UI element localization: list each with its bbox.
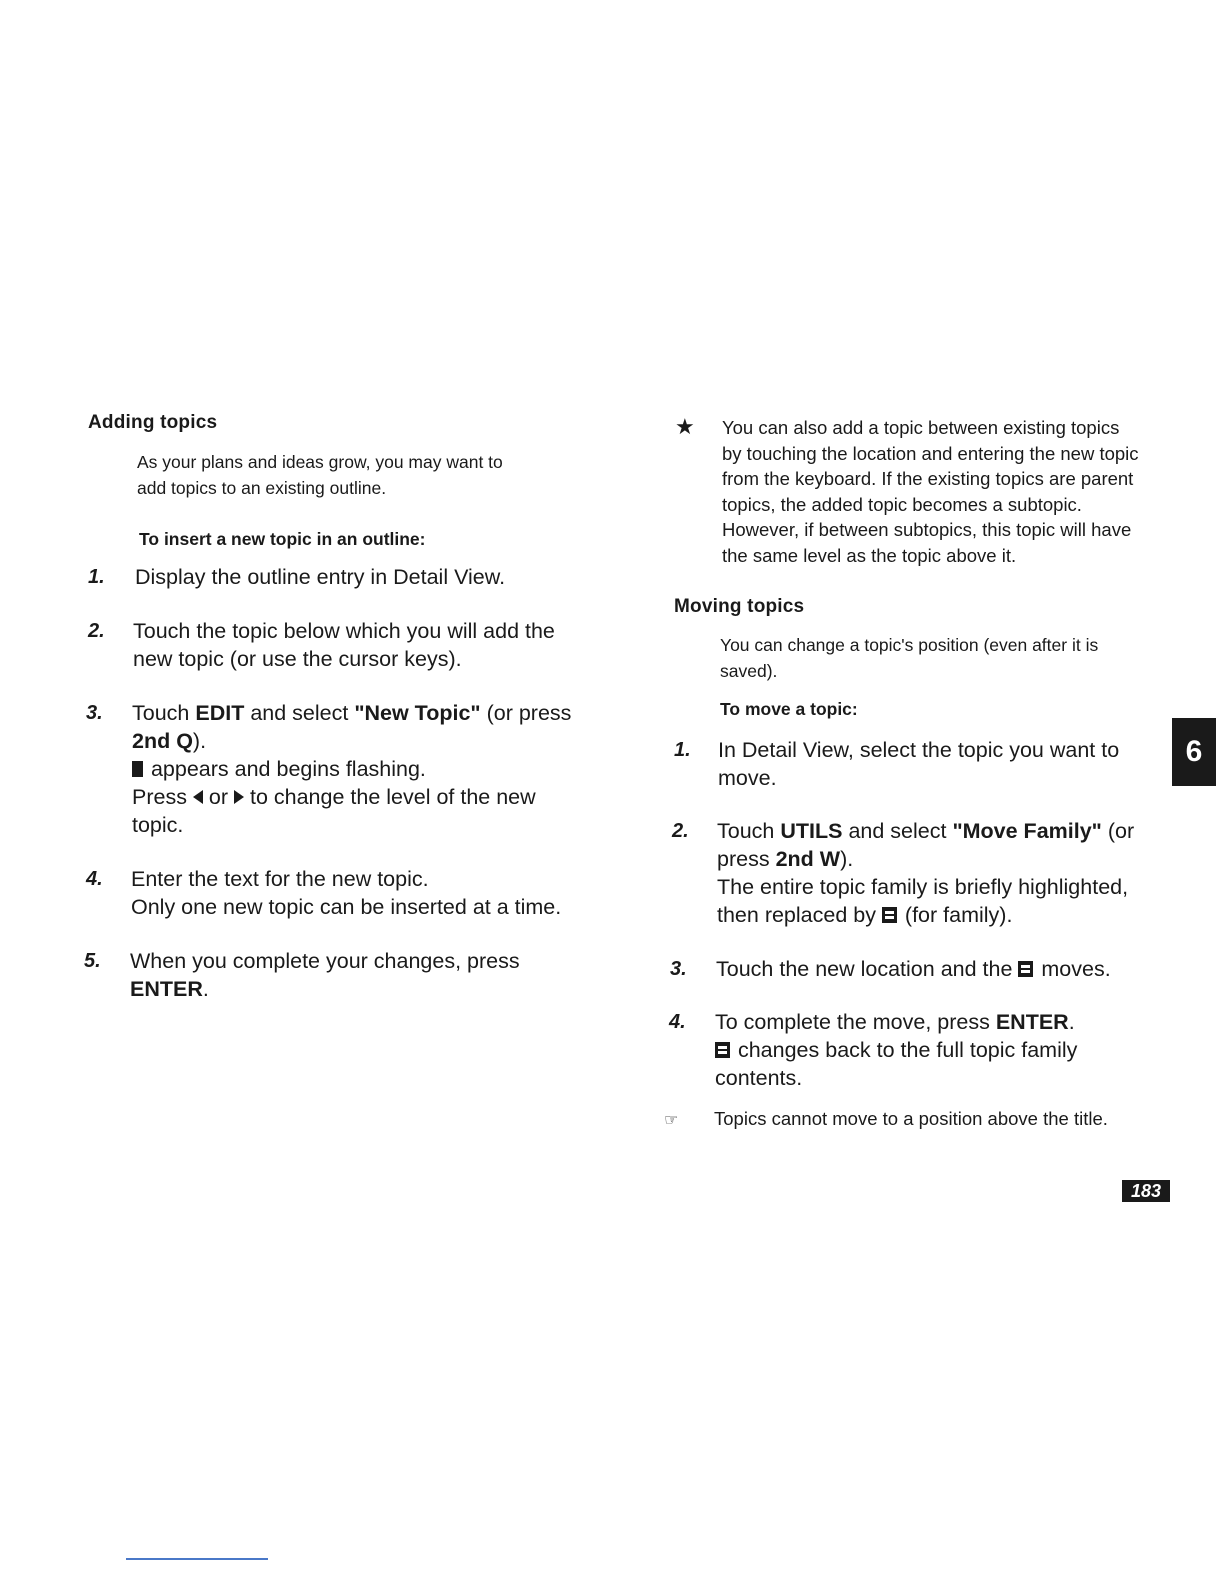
step-line: appears and begins flashing. (132, 755, 571, 783)
key-2nd-w: 2nd W (775, 847, 841, 871)
menu-new-topic: "New Topic" (354, 701, 481, 725)
intro-line: You can change a topic's position (even after it is (720, 635, 1099, 655)
cursor-block-icon (132, 761, 143, 777)
section-heading-adding-topics: Adding topics (88, 412, 218, 433)
step-text (716, 955, 1111, 983)
step-line: topic. (132, 813, 184, 837)
step-line: move. (718, 766, 777, 790)
step-number: 5. (84, 950, 101, 972)
tip-line: You can also add a topic between existing topics (722, 417, 1120, 438)
section-heading-moving-topics: Moving topics (674, 596, 805, 617)
note-text: Topics cannot move to a position above the title. (714, 1108, 1108, 1129)
key-edit: EDIT (195, 701, 245, 725)
step-line: contents. (715, 1066, 803, 1090)
page-number: 183 (1122, 1180, 1170, 1202)
key-2nd-q: 2nd Q (132, 729, 193, 753)
step-line: To complete the move, press ENTER. (715, 1010, 1075, 1034)
step-text (131, 865, 561, 921)
step-line: In Detail View, select the topic you want to (718, 738, 1120, 762)
adding-topics-intro (137, 449, 503, 501)
intro-line: add topics to an existing outline. (137, 478, 387, 498)
step-line: then replaced by (for family). (717, 903, 1013, 927)
step-line: new topic (or use the cursor keys). (133, 647, 462, 671)
key-enter: ENTER (995, 1010, 1069, 1034)
step-line: changes back to the full topic family (715, 1036, 1077, 1064)
step-text (135, 563, 505, 591)
step-text (717, 817, 1134, 929)
tip-line: topics, the added topic becomes a subtopic. (722, 493, 1082, 515)
pointing-hand-icon: ☞ (664, 1112, 678, 1129)
step-number: 2. (672, 820, 689, 842)
step-line: Display the outline entry in Detail View. (135, 565, 506, 589)
intro-line: As your plans and ideas grow, you may want to (137, 452, 503, 472)
move-topic-subheading: To move a topic: (720, 699, 858, 719)
left-arrow-icon (193, 790, 203, 804)
tip-paragraph (722, 415, 1139, 568)
step-number: 4. (86, 868, 103, 890)
tip-line: by touching the location and entering the new topic (722, 442, 1139, 464)
bottom-rule (126, 1558, 268, 1560)
step-line: Touch UTILS and select "Move Family" (or (717, 819, 1135, 843)
step-line: Enter the text for the new topic. (131, 867, 429, 891)
step-number: 3. (86, 702, 103, 724)
step-line: The entire topic family is briefly highlighted, (717, 875, 1129, 899)
key-enter: ENTER (130, 977, 203, 1001)
step-text (132, 699, 571, 839)
insert-topic-subheading: To insert a new topic in an outline: (139, 529, 426, 549)
step-line: Touch the topic below which you will add the (133, 619, 555, 643)
step-text (133, 617, 555, 673)
step-number: 1. (88, 566, 105, 588)
step-text (718, 736, 1119, 792)
step-line: Touch the new location and the moves. (716, 957, 1111, 981)
step-line: press 2nd W). (717, 847, 854, 871)
step-line: Press or to change the level of the new (132, 785, 536, 809)
family-icon (1018, 961, 1033, 977)
right-arrow-icon (234, 790, 244, 804)
tip-line: However, if between subtopics, this topic will have (722, 519, 1132, 540)
intro-line: saved). (720, 661, 778, 681)
step-text (715, 1008, 1077, 1092)
step-line: Touch EDIT and select "New Topic" (or press (132, 701, 572, 725)
step-line: 2nd Q). (132, 729, 207, 753)
step-number: 1. (674, 739, 691, 761)
chapter-tab: 6 (1172, 718, 1216, 786)
family-icon (882, 907, 897, 923)
step-line: When you complete your changes, press (130, 949, 520, 973)
menu-move-family: "Move Family" (952, 819, 1102, 843)
family-icon (715, 1042, 730, 1058)
moving-topics-intro (720, 632, 1098, 684)
key-utils: UTILS (780, 819, 843, 843)
tip-line: from the keyboard. If the existing topics are parent (722, 468, 1134, 489)
tip-line: the same level as the topic above it. (722, 544, 1017, 566)
step-number: 4. (669, 1011, 686, 1033)
step-line: ENTER. (130, 977, 209, 1001)
step-number: 2. (88, 620, 105, 642)
step-line: Only one new topic can be inserted at a time. (131, 895, 562, 919)
star-tip-icon: ★ (675, 414, 695, 439)
step-text (130, 947, 520, 1003)
step-number: 3. (670, 958, 687, 980)
